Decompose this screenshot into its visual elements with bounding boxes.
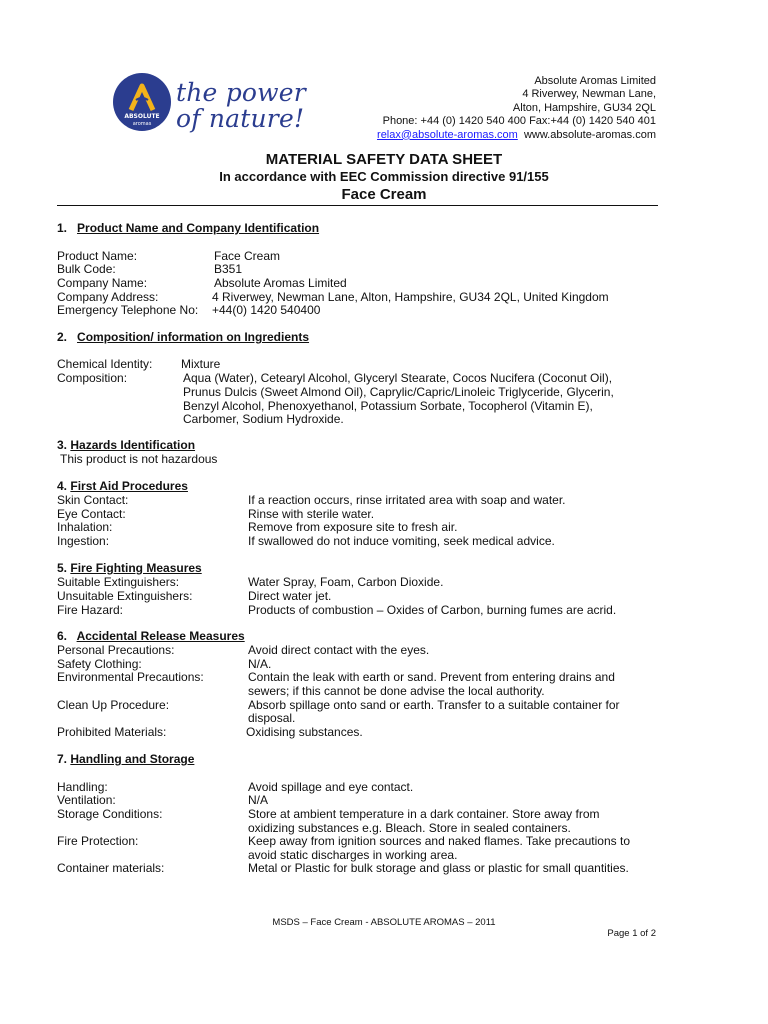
storage-conditions-line-2: oxidizing substances e.g. Bleach. Store in sealed containers.: [248, 821, 571, 835]
storage-conditions-label: Storage Conditions:: [57, 807, 163, 821]
clean-up-line-1: Absorb spillage onto sand or earth. Transfer to a suitable container for: [248, 698, 620, 712]
brand-tagline-line1: the power: [176, 78, 306, 107]
inhalation-value: Remove from exposure site to fresh air.: [248, 520, 458, 534]
section-5-heading: 5. Fire Fighting Measures: [57, 561, 202, 575]
environmental-precautions-line-1: Contain the leak with earth or sand. Prevent from entering drains and: [248, 670, 615, 684]
hazards-statement: This product is not hazardous: [60, 452, 218, 466]
storage-conditions-line-1: Store at ambient temperature in a dark container. Store away from: [248, 807, 600, 821]
section-3-heading: 3. Hazards Identification: [57, 438, 196, 452]
handling-label: Handling:: [57, 780, 108, 794]
suitable-extinguishers-label: Suitable Extinguishers:: [57, 575, 180, 589]
unsuitable-extinguishers-value: Direct water jet.: [248, 589, 332, 603]
skin-contact-value: If a reaction occurs, rinse irritated area with soap and water.: [248, 493, 566, 507]
bulk-code-label: Bulk Code:: [57, 262, 116, 276]
ventilation-label: Ventilation:: [57, 793, 116, 807]
container-materials-value: Metal or Plastic for bulk storage and glass or plastic for small quantities.: [248, 861, 629, 875]
fire-protection-line-2: avoid static discharges in working area.: [248, 848, 458, 862]
composition-label: Composition:: [57, 371, 128, 385]
safety-clothing-value: N/A.: [248, 657, 272, 671]
company-website: www.absolute-aromas.com: [523, 128, 656, 141]
company-address-line2: Alton, Hampshire, GU34 2QL: [512, 101, 656, 114]
emergency-phone-label: Emergency Telephone No:: [57, 303, 199, 317]
fire-hazard-value: Products of combustion – Oxides of Carbon, burning fumes are acrid.: [248, 603, 617, 617]
chemical-identity-label: Chemical Identity:: [57, 357, 153, 371]
svg-text:aromas: aromas: [132, 121, 152, 127]
safety-clothing-label: Safety Clothing:: [57, 657, 142, 671]
clean-up-line-2: disposal.: [248, 711, 296, 725]
page-number: Page 1 of 2: [607, 928, 656, 939]
company-name-value: Absolute Aromas Limited: [214, 276, 347, 290]
company-contact-line: [377, 129, 656, 142]
composition-line-2: Prunus Dulcis (Sweet Almond Oil), Caprylic/Capric/Linoleic Triglyceride, Glycerin,: [183, 385, 614, 399]
handling-value: Avoid spillage and eye contact.: [248, 780, 414, 794]
composition-line-1: Aqua (Water), Cetearyl Alcohol, Glyceryl Stearate, Cocos Nucifera (Coconut Oil),: [183, 371, 613, 385]
section-4-heading: 4. First Aid Procedures: [57, 479, 188, 493]
environmental-precautions-line-2: sewers; if this cannot be done advise the local authority.: [248, 684, 545, 698]
company-address-block: [377, 75, 656, 142]
company-name-label: Company Name:: [57, 276, 148, 290]
inhalation-label: Inhalation:: [57, 520, 113, 534]
eye-contact-value: Rinse with sterile water.: [248, 507, 375, 521]
composition-line-3: Benzyl Alcohol, Phenoxyethanol, Potassium Sorbate, Tocopherol (Vitamin E),: [183, 399, 593, 413]
clean-up-label: Clean Up Procedure:: [57, 698, 170, 712]
product-title: Face Cream: [341, 186, 427, 203]
prohibited-materials-label: Prohibited Materials:: [57, 725, 167, 739]
product-name-value: Face Cream: [214, 249, 281, 263]
brand-tagline-line2: of nature!: [176, 104, 305, 133]
chemical-identity-value: Mixture: [181, 357, 221, 371]
company-address-label: Company Address:: [57, 290, 159, 304]
section-6-heading: 6. Accidental Release Measures: [57, 629, 245, 643]
bulk-code-value: B351: [214, 262, 243, 276]
composition-line-4: Carbomer, Sodium Hydroxide.: [183, 412, 344, 426]
title-divider: [57, 205, 658, 206]
skin-contact-label: Skin Contact:: [57, 493, 129, 507]
document-title: MATERIAL SAFETY DATA SHEET: [265, 151, 503, 168]
ventilation-value: N/A: [248, 793, 269, 807]
section-2-heading: 2. Composition/ information on Ingredients: [57, 330, 310, 344]
container-materials-label: Container materials:: [57, 861, 165, 875]
absolute-aromas-logo: [112, 72, 172, 132]
personal-precautions-label: Personal Precautions:: [57, 643, 175, 657]
fire-hazard-label: Fire Hazard:: [57, 603, 124, 617]
unsuitable-extinguishers-label: Unsuitable Extinguishers:: [57, 589, 193, 603]
fire-protection-label: Fire Protection:: [57, 834, 139, 848]
company-phone-fax: Phone: +44 (0) 1420 540 400 Fax:+44 (0) 1420 540 401: [382, 115, 656, 128]
company-name: Absolute Aromas Limited: [534, 75, 656, 87]
section-1-heading: 1. Product Name and Company Identification: [57, 221, 320, 235]
section-7-heading: 7. Handling and Storage: [57, 752, 195, 766]
eye-contact-label: Eye Contact:: [57, 507, 126, 521]
prohibited-materials-value: Oxidising substances.: [246, 725, 363, 739]
fire-protection-line-1: Keep away from ignition sources and naked flames. Take precautions to: [248, 834, 630, 848]
document-subtitle: In accordance with EEC Commission directive 91/155: [219, 169, 549, 184]
document-footer: MSDS – Face Cream - ABSOLUTE AROMAS – 2011: [272, 917, 496, 928]
company-address-line1: 4 Riverwey, Newman Lane,: [522, 88, 656, 101]
environmental-precautions-label: Environmental Precautions:: [57, 670, 204, 684]
company-address-value: 4 Riverwey, Newman Lane, Alton, Hampshire, GU34 2QL, United Kingdom: [212, 290, 609, 304]
ingestion-label: Ingestion:: [57, 534, 110, 548]
suitable-extinguishers-value: Water Spray, Foam, Carbon Dioxide.: [248, 575, 444, 589]
ingestion-value: If swallowed do not induce vomiting, seek medical advice.: [248, 534, 555, 548]
svg-text:ABSOLUTE: ABSOLUTE: [124, 113, 160, 120]
product-name-label: Product Name:: [57, 249, 138, 263]
company-email-link[interactable]: relax@absolute-aromas.com: [377, 128, 518, 141]
emergency-phone-value: +44(0) 1420 540400: [212, 303, 321, 317]
personal-precautions-value: Avoid direct contact with the eyes.: [248, 643, 430, 657]
